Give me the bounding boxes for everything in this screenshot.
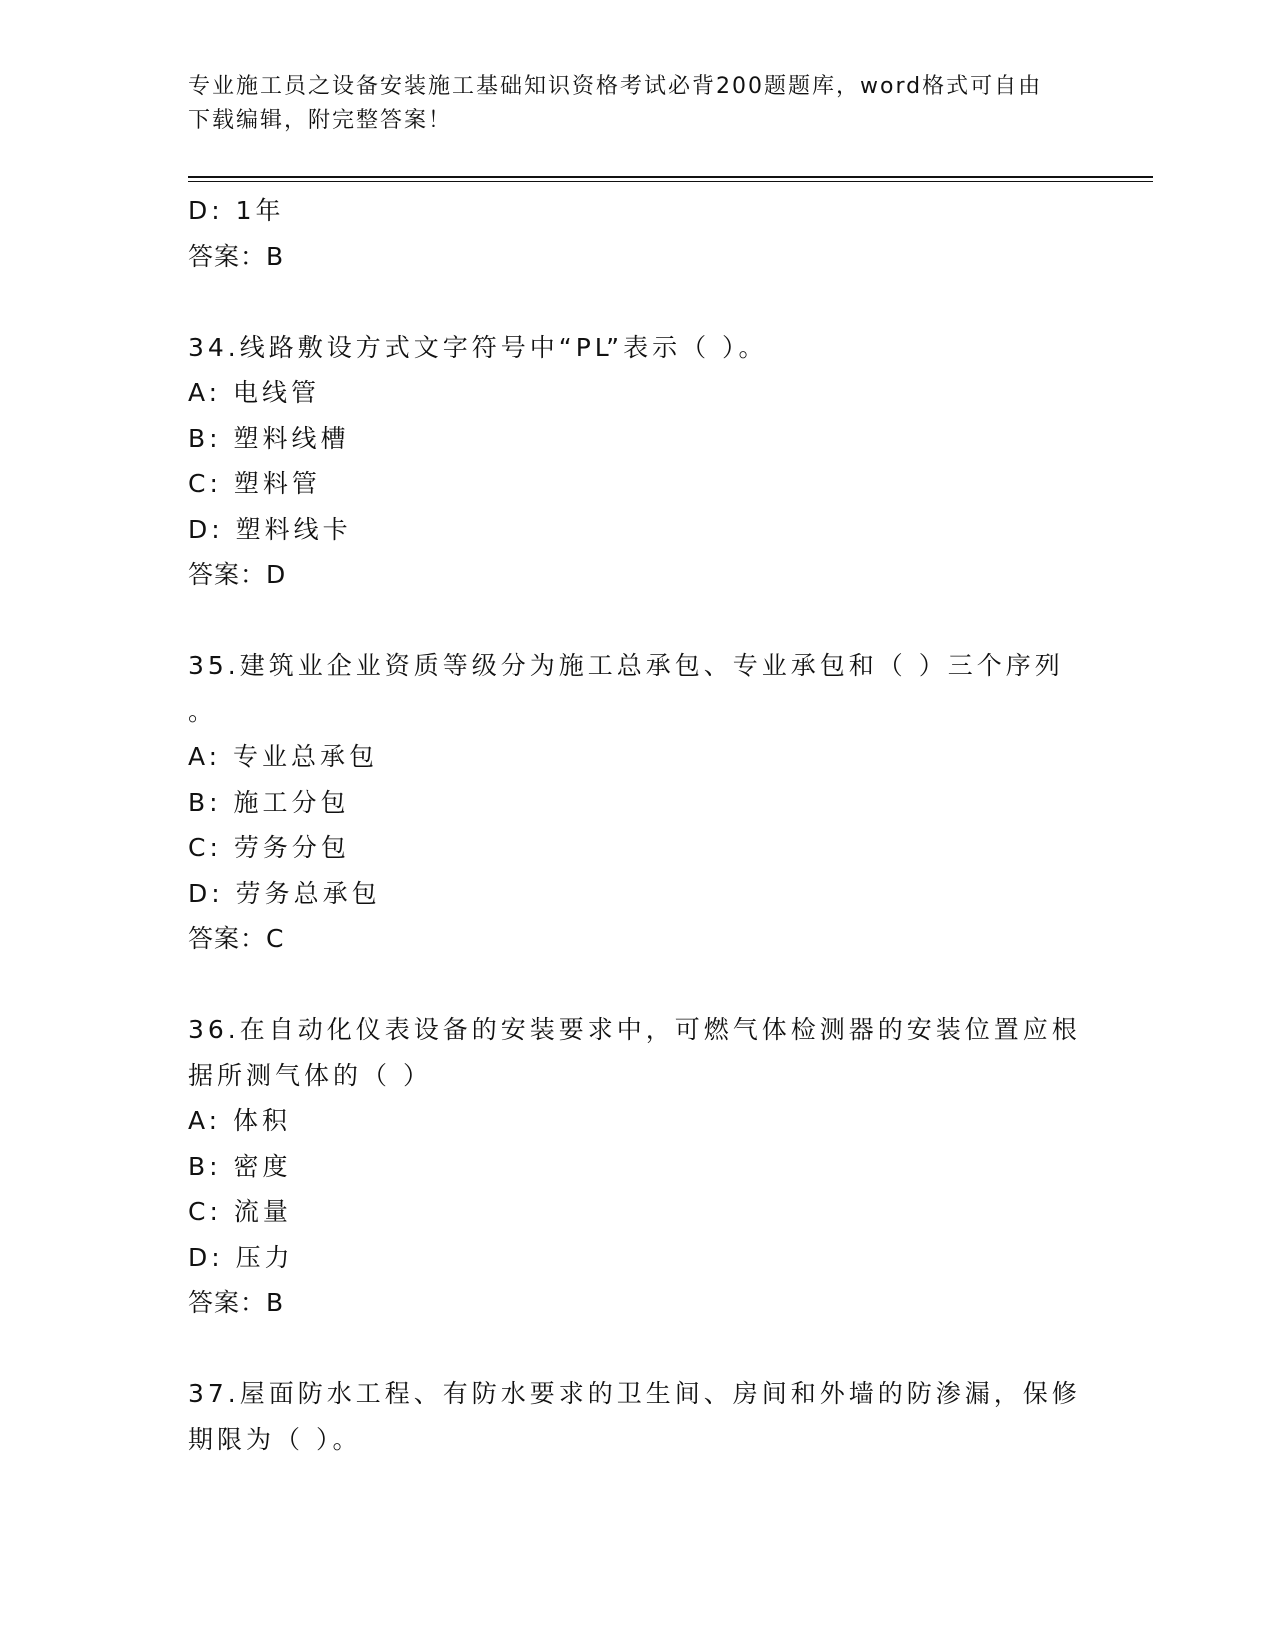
option-b: B: 施工分包: [188, 787, 350, 817]
header-line-2: 下载编辑，附完整答案！: [188, 108, 453, 133]
option-c: C: 劳务分包: [188, 833, 350, 862]
option-d: D: 1年: [188, 196, 285, 225]
question-stem: 37.屋面防水工程、有防水要求的卫生间、房间和外墙的防渗漏，保修: [188, 1379, 1081, 1408]
question-list: [188, 188, 1088, 1462]
question-34: [188, 325, 1088, 598]
answer-line: 答案：B: [188, 241, 285, 271]
option-b: B: 塑料线槽: [188, 423, 350, 453]
header-line-1: 专业施工员之设备安装施工基础知识资格考试必背200题题库，word格式可自由: [188, 74, 1043, 99]
answer-line: 答案：B: [188, 1288, 285, 1317]
option-d: D: 塑料线卡: [188, 514, 352, 544]
document-header: [188, 70, 1088, 138]
spacer: [188, 1326, 1088, 1372]
header-divider-thin: [188, 181, 1153, 182]
option-b: B: 密度: [188, 1151, 292, 1181]
question-36: [188, 1007, 1088, 1326]
option-d: D: 压力: [188, 1242, 294, 1272]
question-stem-continued: 期限为（ ）。: [188, 1424, 362, 1454]
answer-line: 答案：D: [188, 560, 287, 589]
option-a: A: 体积: [188, 1106, 292, 1135]
option-d: D: 劳务总承包: [188, 878, 381, 908]
question-stem-continued: 。: [188, 696, 218, 726]
option-a: A: 专业总承包: [188, 742, 379, 771]
header-divider-thick: [188, 176, 1153, 178]
spacer: [188, 962, 1088, 1008]
spacer: [188, 598, 1088, 644]
spacer: [188, 279, 1088, 325]
answer-line: 答案：C: [188, 924, 285, 953]
question-stem: 35.建筑业企业资质等级分为施工总承包、专业承包和（ ）三个序列: [188, 651, 1064, 680]
question-stem-continued: 据所测气体的（ ）: [188, 1060, 432, 1090]
question-35: [188, 643, 1088, 962]
option-c: C: 流量: [188, 1197, 292, 1226]
question-stem: 36.在自动化仪表设备的安装要求中，可燃气体检测器的安装位置应根: [188, 1015, 1081, 1044]
question-stem: 34.线路敷设方式文字符号中“PL”表示（ ）。: [188, 332, 768, 362]
question-37: [188, 1371, 1088, 1462]
option-a: A: 电线管: [188, 378, 321, 407]
option-c: C: 塑料管: [188, 469, 321, 498]
